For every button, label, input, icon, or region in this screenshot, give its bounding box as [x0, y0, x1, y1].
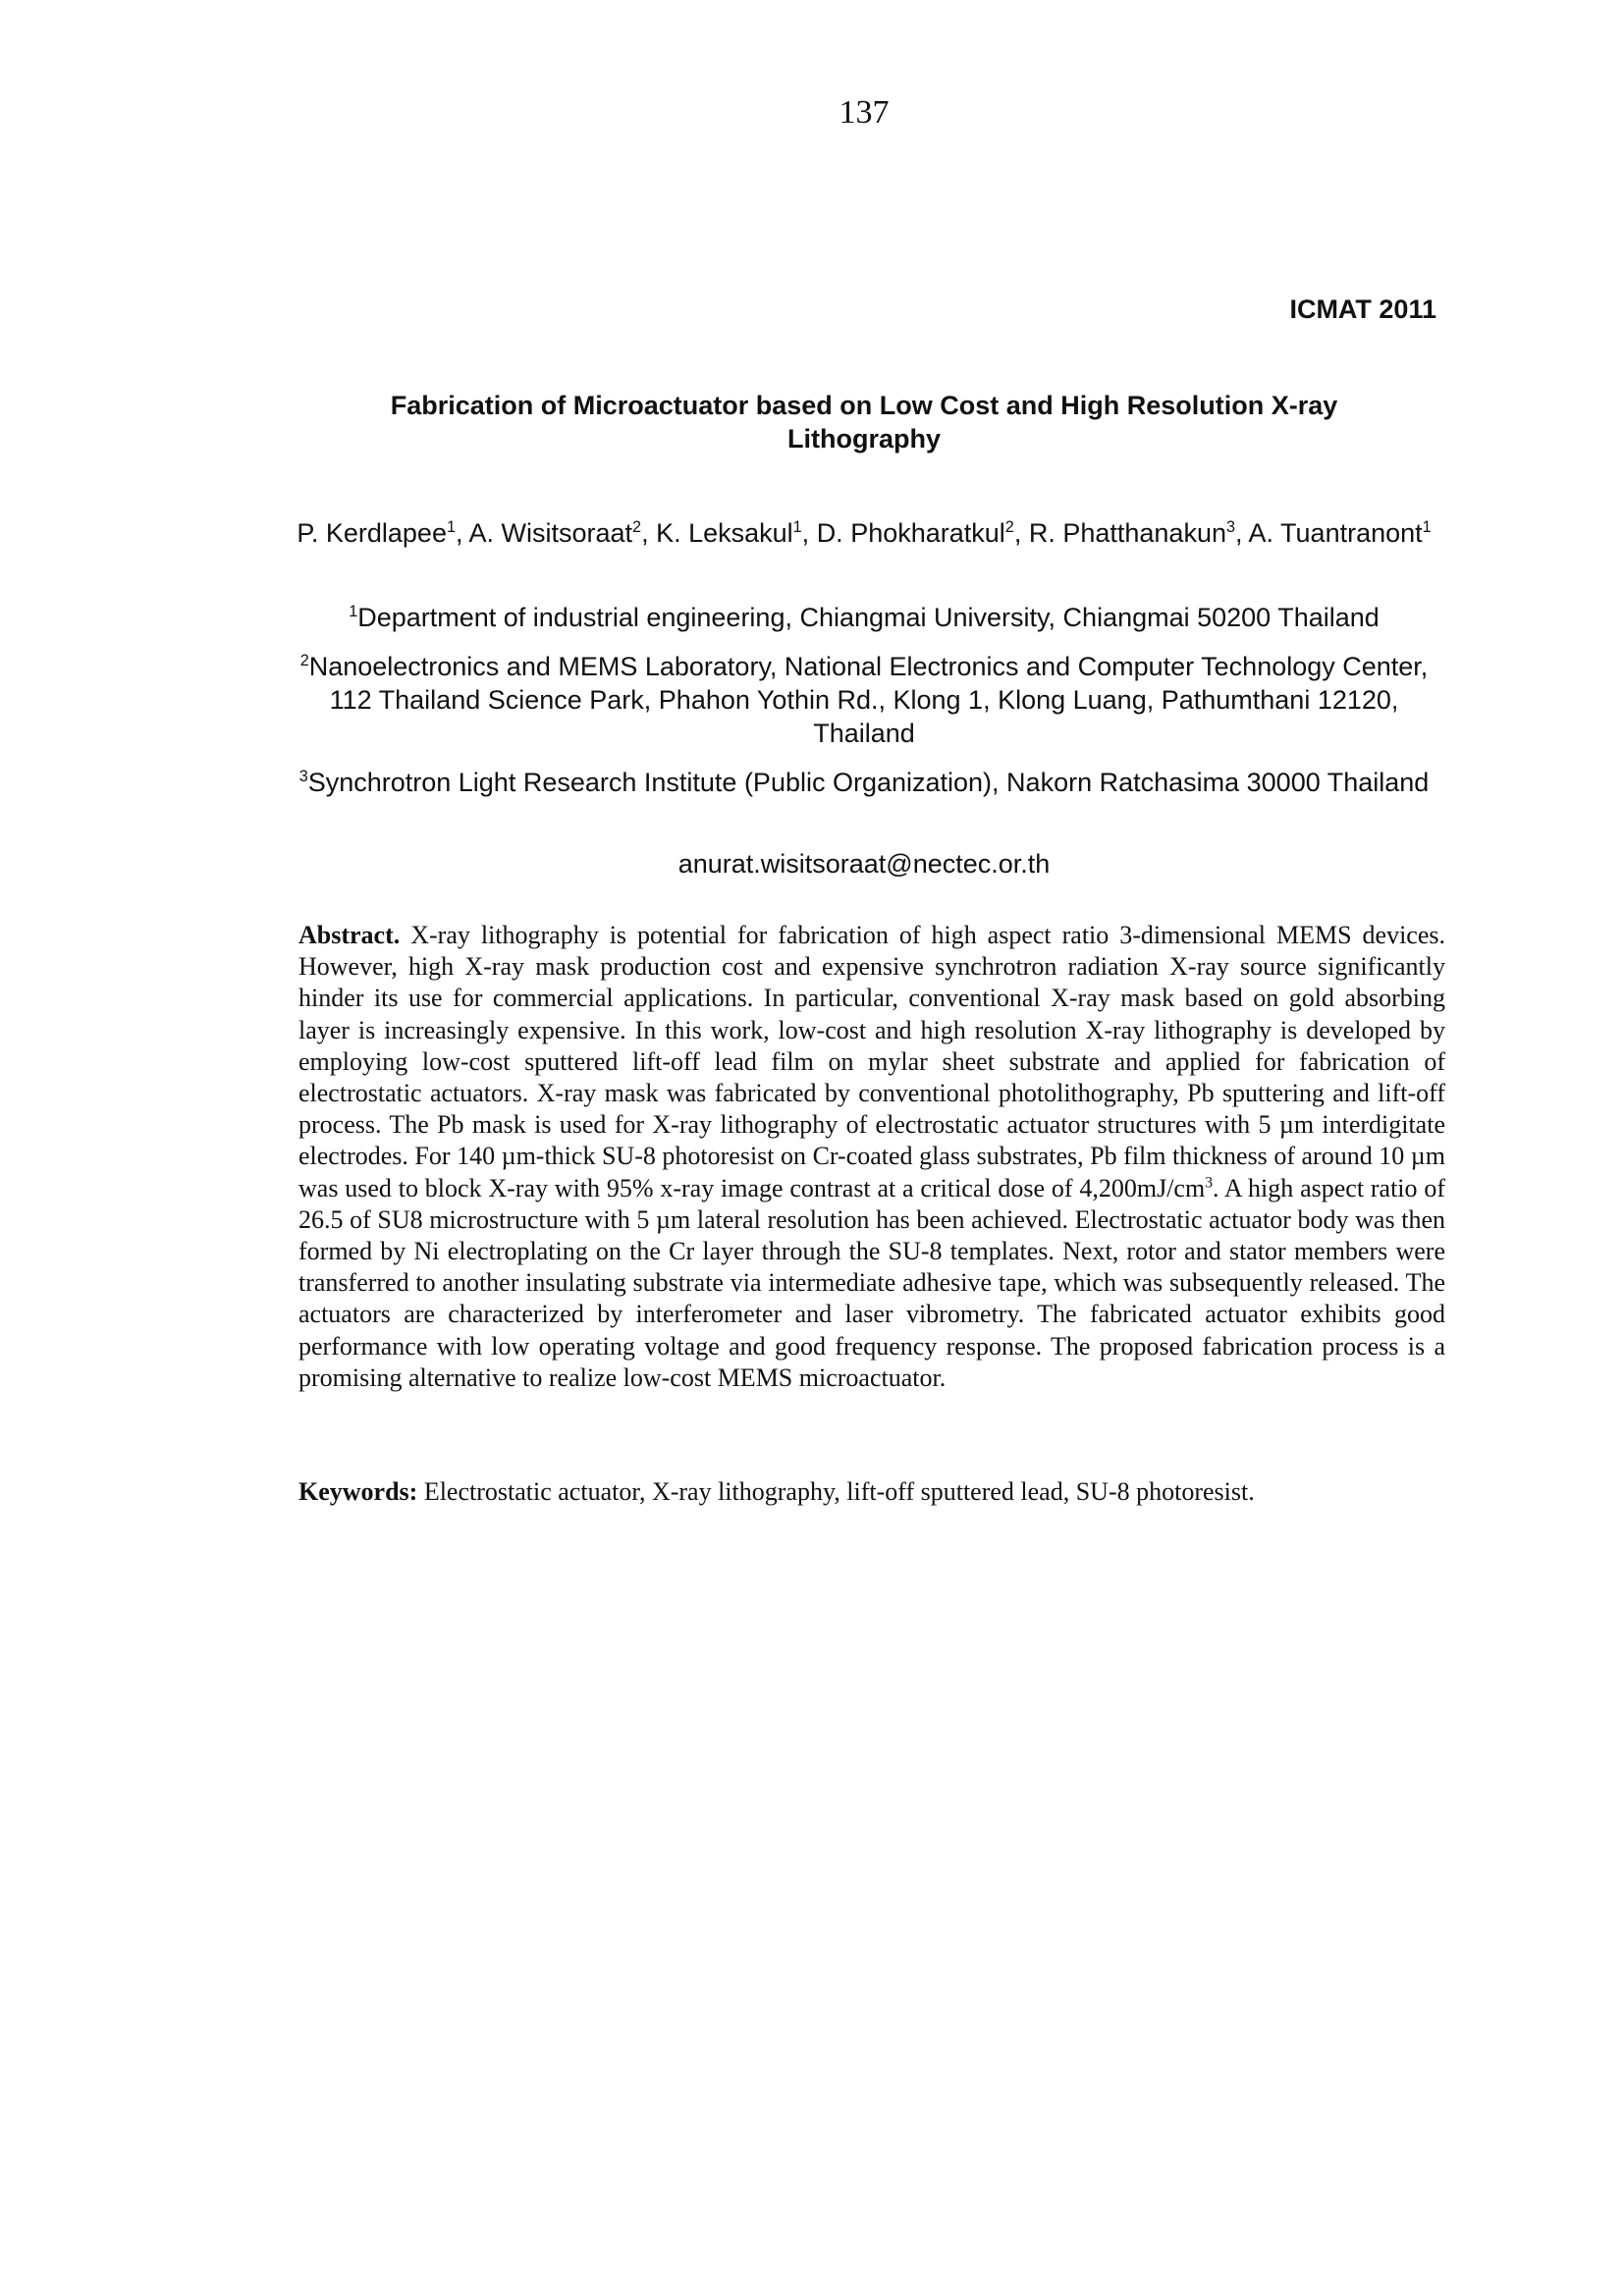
- keywords: [298, 1476, 1445, 1508]
- affiliation-2: $^2$Nanoelectronics and MEMS Laboratory, National Electronics and Computer Technology Center, 112 Thailand Science Park, Phahon Yothin Rd., Klong 1, Klong Luang, Pathumthani 12120, Thailand: [299, 652, 1429, 748]
- abstract-text: X-ray lithography is potential for fabrication of high aspect ratio 3-dimensional MEMS devices. However, high X-ray mask production cost and expensive synchrotron radiation X-ray source significantly hinder its use for commercial applications. In particular, conventional X-ray mask based on gold absorbing layer is increasingly expensive. In this work, low-cost and high resolution X-ray lithography is developed by employing low-cost sputtered lift-off lead film on mylar sheet substrate and applied for fabrication of electrostatic actuators. X-ray mask was fabricated by conventional photolithography, Pb sputtering and lift-off process. The Pb mask is used for X-ray lithography of electrostatic actuator structures with 5 µm interdigitate electrodes. For 140 µm-thick SU-8 photoresist on Cr-coated glass substrates, Pb film thickness of around 10 µm was used to block X-ray with 95% x-ray image contrast at a critical dose of 4,200mJ/cm: [298, 921, 1445, 1202]
- author: A. Wisitsoraat$^2$,: [468, 518, 657, 548]
- page-number: 137: [839, 94, 890, 131]
- contact-email: anurat.wisitsoraat@nectec.or.th: [677, 849, 1051, 879]
- paper-title: Fabrication of Microactuator based on Low Cost and High Resolution X-ray Lithography: [390, 391, 1338, 454]
- author: D. Phokharatkul$^2$,: [816, 518, 1029, 548]
- affiliation-3: $^3$Synchrotron Light Research Institute (Public Organization), Nakorn Ratchasima 30000 Thailand: [298, 768, 1430, 797]
- conference-name: ICMAT 2011: [1289, 294, 1436, 324]
- author-list: [295, 516, 1434, 550]
- affiliation-1: $^1$Department of industrial engineering, Chiangmai University, Chiangmai 50200 Thailand: [349, 603, 1380, 632]
- abstract: [298, 920, 1445, 1394]
- author: R. Phatthanakun$^3$,: [1028, 518, 1249, 548]
- author: P. Kerdlapee$^1$,: [297, 518, 469, 548]
- abstract-label: Abstract.: [298, 921, 401, 949]
- keywords-text: Electrostatic actuator, X-ray lithography, lift-off sputtered lead, SU-8 photoresist.: [417, 1477, 1255, 1506]
- author: A. Tuantranont$^1$: [1248, 518, 1432, 548]
- keywords-label: Keywords:: [298, 1477, 418, 1506]
- abstract-superscript: 3: [1205, 1173, 1213, 1191]
- author: K. Leksakul$^1$,: [656, 518, 817, 548]
- abstract-text-continued: . A high aspect ratio of 26.5 of SU8 microstructure with 5 µm lateral resolution has been achieved. Electrostatic actuator body was then formed by Ni electroplating on the Cr layer through the SU-8 templates. Next, rotor and stator members were transferred to another insulating substrate via intermediate adhesive tape, which was subsequently released. The actuators are characterized by interferometer and laser vibrometry. The fabricated actuator exhibits good performance with low operating voltage and good frequency response. The proposed fabrication process is a promising alternative to realize low-cost MEMS microactuator.: [298, 1173, 1445, 1392]
